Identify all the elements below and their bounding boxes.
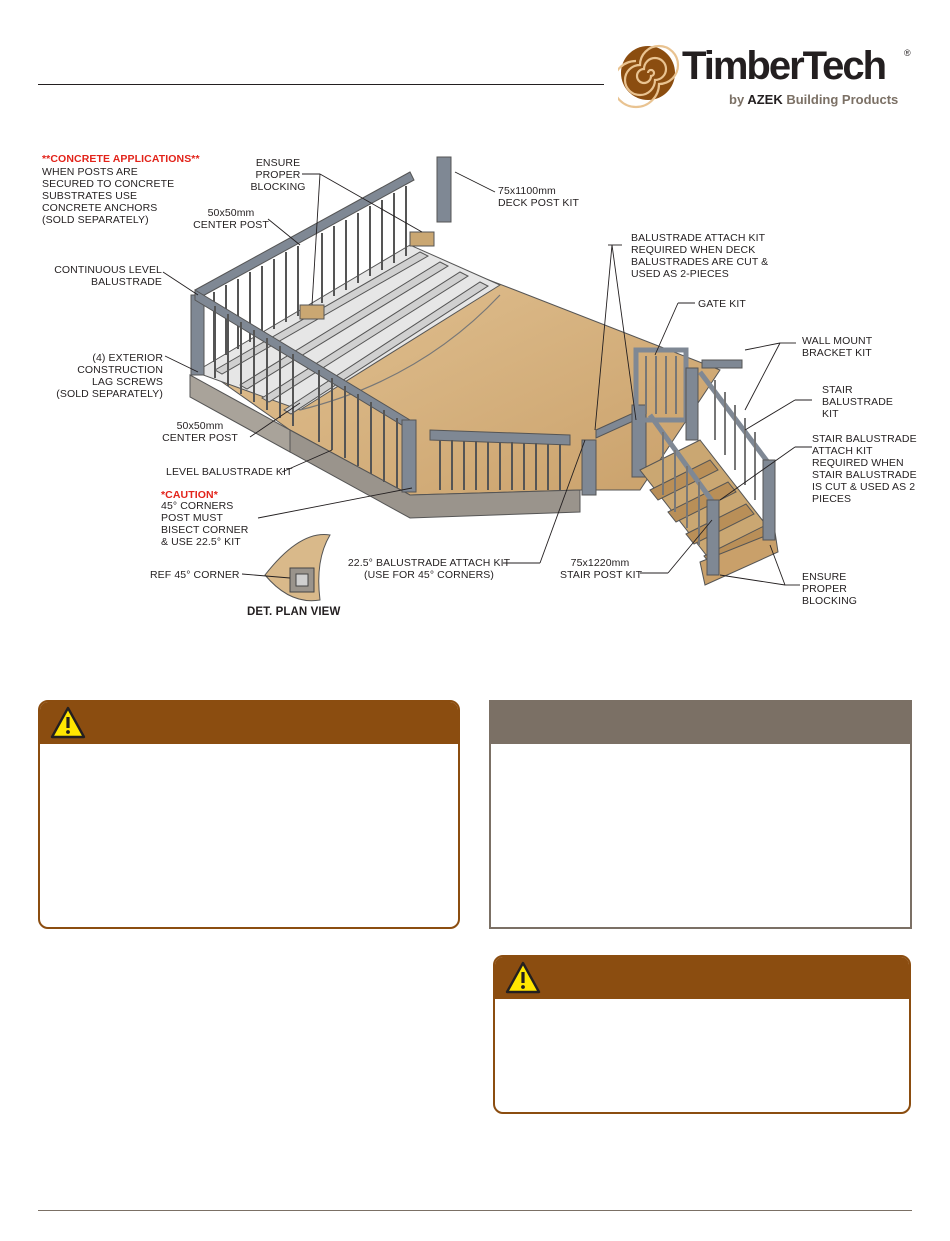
stair-attach-kit-label: STAIR BALUSTRADE ATTACH KIT REQUIRED WHEN STAIR BALUSTRADE IS CUT & USED AS 2 PIECES [812,433,917,505]
det-plan-view-label: DET. PLAN VIEW [247,606,341,618]
registered-mark: ® [904,48,911,58]
byline: by AZEK Building Products [729,92,899,107]
lag-screws-label: (4) EXTERIOR CONSTRUCTION LAG SCREWS (SOLD SEPARATELY) [56,352,163,400]
balustrade-attach-kit-label: BALUSTRADE ATTACH KIT REQUIRED WHEN DECK BALUSTRADES ARE CUT & USED AS 2-PIECES [631,232,769,280]
angle-attach-kit-label: 22.5° BALUSTRADE ATTACH KIT (USE FOR 45° CORNERS) [347,557,511,581]
stair-balustrade-kit-label: STAIR BALUSTRADE KIT [822,384,894,420]
stair-post-kit-label: 75x1220mm STAIR POST KIT [560,557,643,581]
ensure-blocking-top-label: ENSURE PROPER BLOCKING [250,157,306,193]
warning-icon [505,961,541,995]
warning-panel-left-header [40,702,458,744]
level-balustrade-kit-label: LEVEL BALUSTRADE KIT [166,466,293,478]
gate-kit-label: GATE KIT [698,298,746,310]
center-post-top-label: 50x50mm CENTER POST [193,207,269,231]
wall-mount-label: WALL MOUNT BRACKET KIT [802,335,873,359]
deck-post-kit-label: 75x1100mm DECK POST KIT [498,185,580,209]
warning-panel-bottom-header [495,957,909,999]
center-post-mid-label: 50x50mm CENTER POST [162,420,238,444]
continuous-level-label: CONTINUOUS LEVEL BALUSTRADE [54,264,162,288]
caution-note: 45° CORNERS POST MUST BISECT CORNER & USE 22.5° KIT [161,500,249,548]
info-panel-right-header [491,702,910,744]
warning-panel-bottom [493,955,911,1114]
brand-name: TimberTech [682,44,886,88]
footer-rule [38,1210,912,1211]
ref-corner-label: REF 45° CORNER [150,569,240,581]
warning-panel-left [38,700,460,929]
detail-plan-view [265,535,330,601]
concrete-applications-note: WHEN POSTS ARE SECURED TO CONCRETE SUBSTRATES USE CONCRETE ANCHORS (SOLD SEPARATELY) [42,166,175,226]
caution-title: *CAUTION* [161,489,218,501]
concrete-applications-title: **CONCRETE APPLICATIONS** [42,153,200,165]
warning-icon [50,706,86,740]
info-panel-right [489,700,912,929]
ensure-blocking-bottom-label: ENSURE PROPER BLOCKING [802,571,858,607]
